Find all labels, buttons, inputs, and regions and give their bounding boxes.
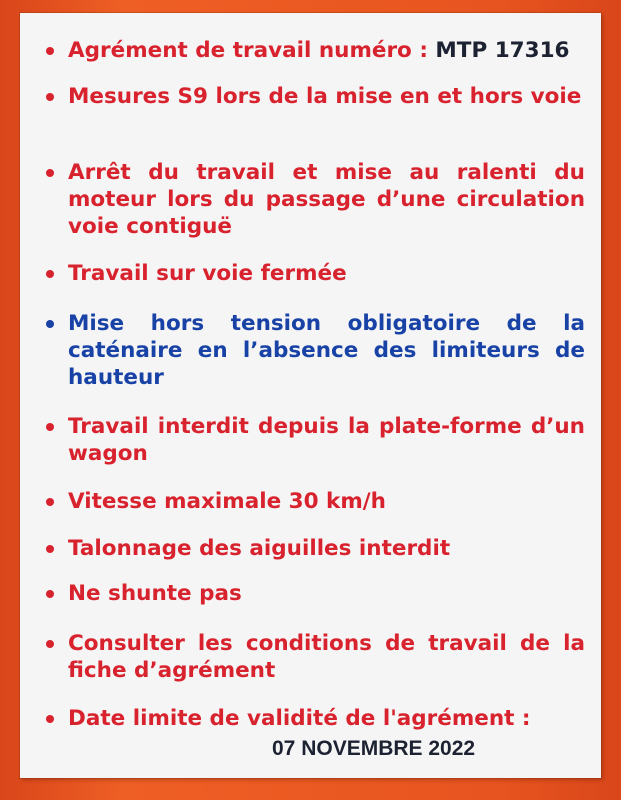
expiry-date: 07 NOVEMBRE 2022 bbox=[272, 737, 476, 760]
bullet-icon bbox=[46, 545, 54, 553]
item-label: Mise hors tension obligatoire de la caténaire en l’absence des limiteurs de hauteur bbox=[68, 311, 585, 390]
item-label: Ne shunte pas bbox=[68, 581, 242, 606]
item-label: Consulter les conditions de travail de la fiche d’agrément bbox=[68, 631, 585, 683]
list-item bbox=[38, 705, 585, 732]
bullet-icon bbox=[46, 640, 54, 648]
bullet-icon bbox=[46, 423, 54, 431]
list-item bbox=[38, 535, 585, 562]
agreement-number: MTP 17316 bbox=[435, 38, 570, 63]
item-label: Arrêt du travail et mise au ralenti du moteur lors du passage d’une circulation voie contiguë bbox=[68, 160, 585, 239]
bullet-icon bbox=[46, 590, 54, 598]
list-item bbox=[38, 310, 585, 391]
list-item bbox=[38, 37, 585, 64]
list-item bbox=[38, 630, 585, 684]
bullet-icon bbox=[46, 47, 54, 55]
list-item bbox=[38, 413, 585, 467]
list-item bbox=[38, 260, 585, 287]
item-label: Vitesse maximale 30 km/h bbox=[68, 489, 386, 514]
list-item bbox=[38, 488, 585, 515]
bullet-icon bbox=[46, 320, 54, 328]
item-label: Mesures S9 lors de la mise en et hors voie bbox=[68, 84, 582, 109]
item-label: Agrément de travail numéro : bbox=[68, 38, 436, 63]
bullet-icon bbox=[46, 93, 54, 101]
bullet-icon bbox=[46, 498, 54, 506]
bullet-icon bbox=[46, 270, 54, 278]
item-label: Travail sur voie fermée bbox=[68, 261, 347, 286]
list-item bbox=[38, 580, 585, 607]
item-label: Travail interdit depuis la plate-forme d’un wagon bbox=[68, 414, 585, 466]
list-item bbox=[38, 159, 585, 240]
sign-plate bbox=[20, 13, 601, 778]
list-item bbox=[38, 83, 585, 110]
bullet-icon bbox=[46, 169, 54, 177]
item-label: Talonnage des aiguilles interdit bbox=[68, 536, 451, 561]
item-label: Date limite de validité de l'agrément : bbox=[68, 706, 531, 731]
bullet-icon bbox=[46, 715, 54, 723]
